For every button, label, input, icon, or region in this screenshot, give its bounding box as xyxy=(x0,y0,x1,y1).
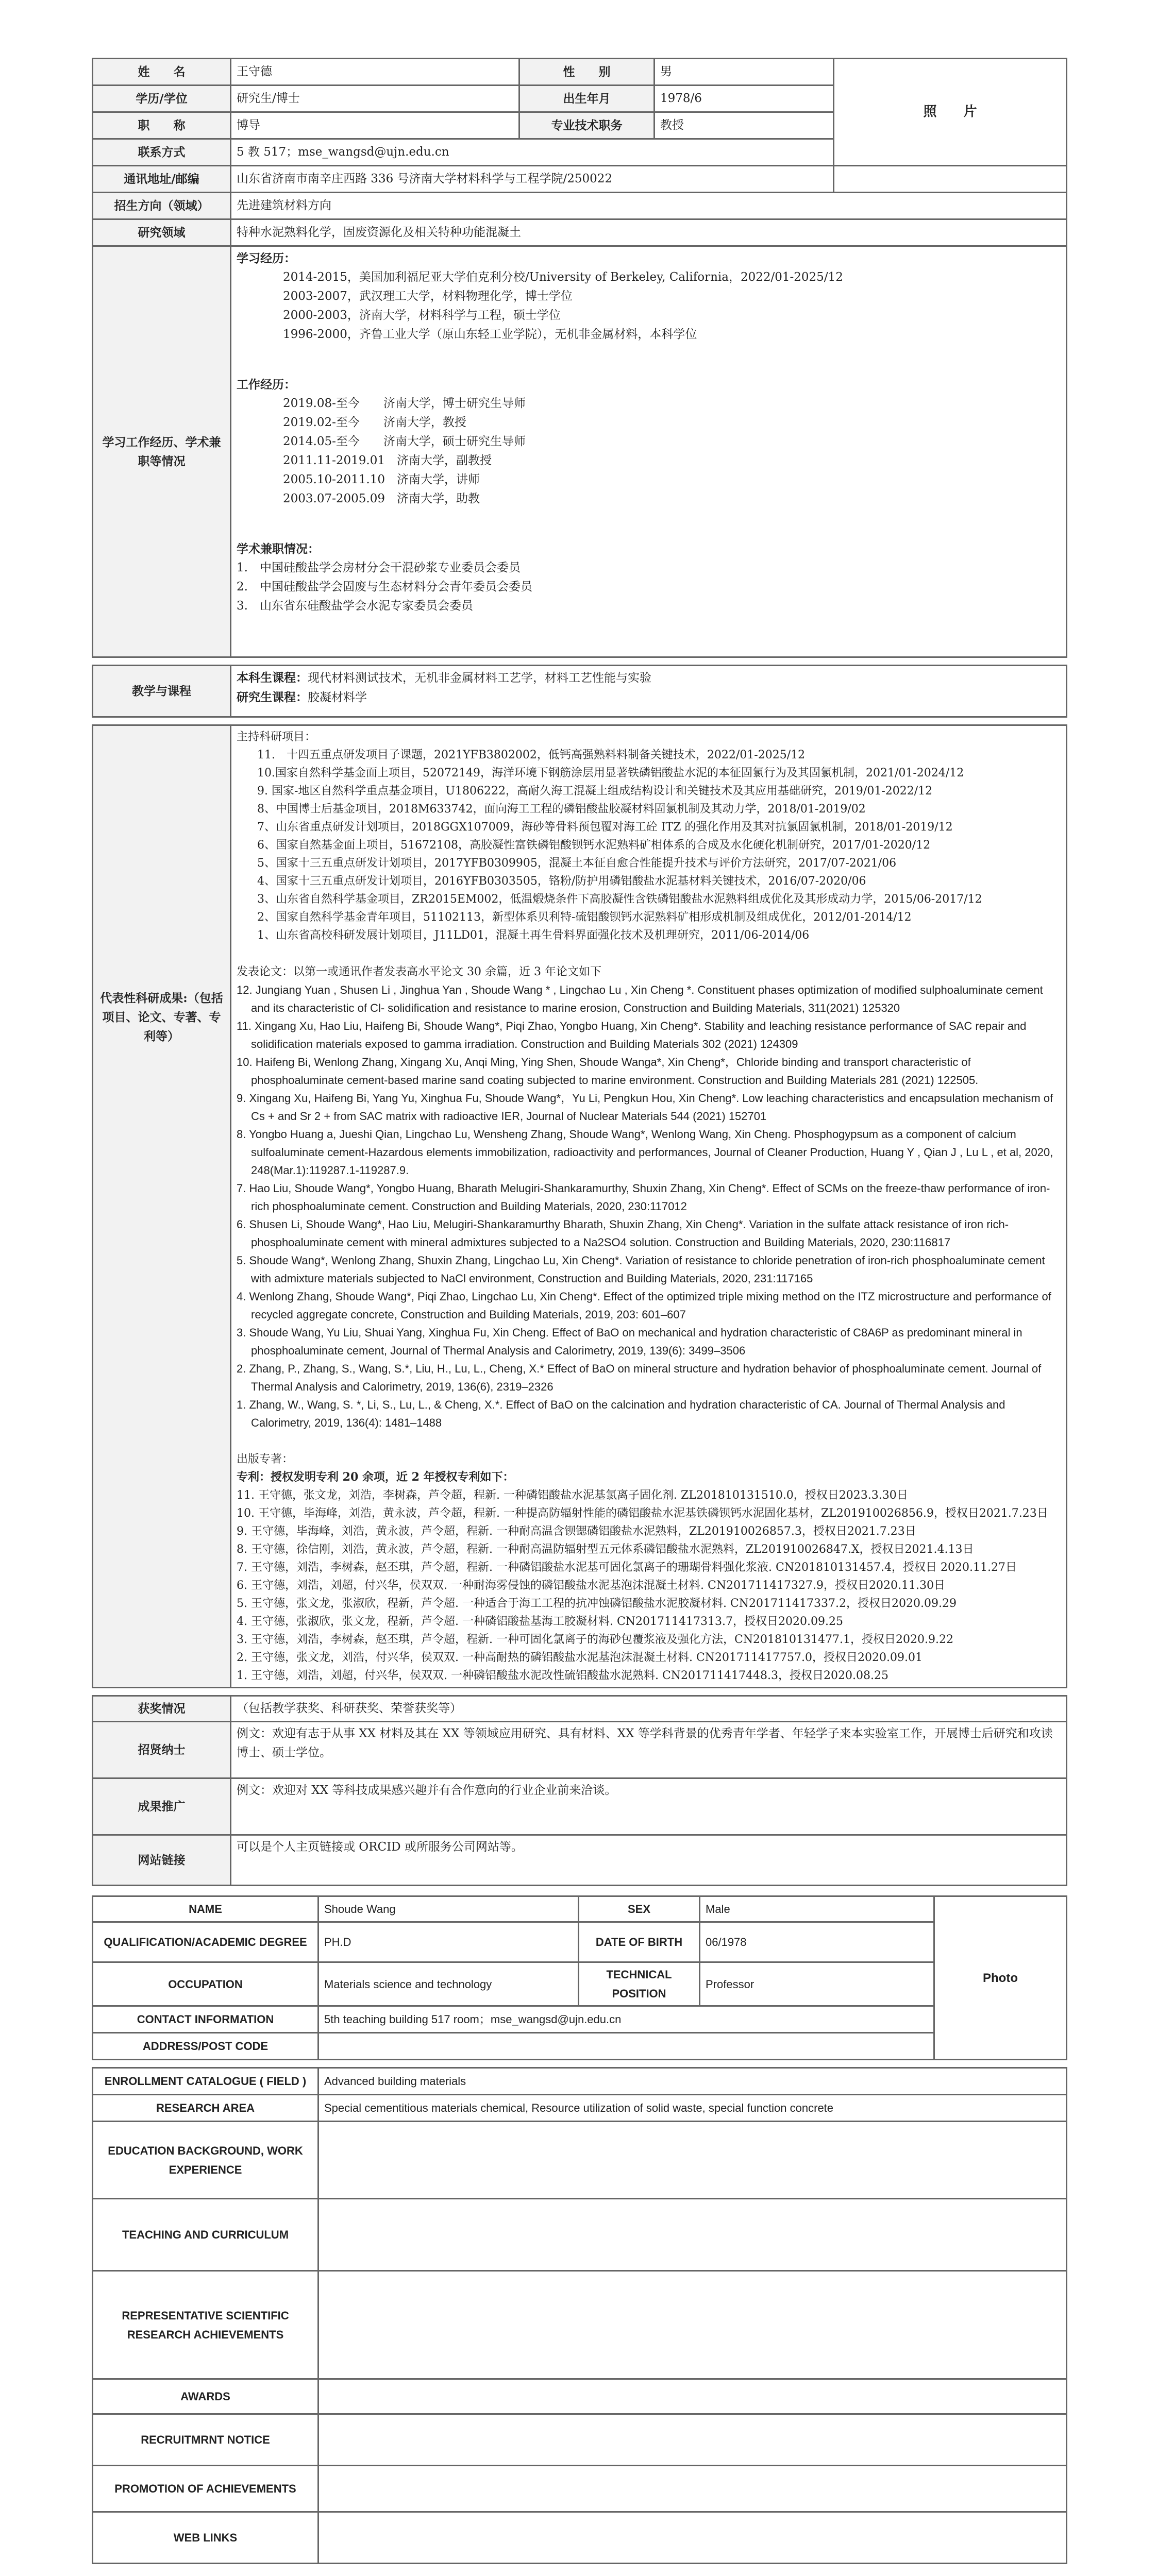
en-sex-value: Male xyxy=(700,1896,934,1922)
cn-birth-label: 出生年月 xyxy=(519,86,655,112)
en-address-value xyxy=(318,2033,934,2060)
en-achievements-value xyxy=(318,2271,1067,2379)
part-item: 1. 中国硅酸盐学会房材分会干混砂浆专业委员会委员 xyxy=(237,561,521,574)
en-links-label: WEB LINKS xyxy=(93,2512,318,2564)
study-item: 2003-2007，武汉理工大学，材料物理化学，博士学位 xyxy=(283,290,573,303)
patent-item: 4. 王守德，张淑欣，张文龙，程新，芦令超. 一种磷铝酸盐基海工胶凝材料. CN201711417313.7，授权日2020.09.25 xyxy=(237,1615,843,1628)
cn-links-label: 网站链接 xyxy=(93,1835,231,1886)
en-enroll-value: Advanced building materials xyxy=(318,2068,1067,2095)
en-teaching-value xyxy=(318,2199,1067,2271)
en-promotion-label: PROMOTION OF ACHIEVEMENTS xyxy=(93,2466,318,2512)
project-item: 11. 十四五重点研发项目子课题，2021YFB3802002，低钙高强熟料料制备关键技术，2022/01-2025/12 xyxy=(257,749,806,761)
en-education-value xyxy=(318,2122,1067,2199)
en-name-label: NAME xyxy=(93,1896,318,1922)
en-education-label: EDUCATION BACKGROUND, WORK EXPERIENCE xyxy=(93,2122,318,2199)
en-degree-label: QUALIFICATION/ACADEMIC DEGREE xyxy=(93,1922,318,1962)
cn-promotion-value: 例文：欢迎对 XX 等科技成果感兴趣并有合作意向的行业企业前来洽谈。 xyxy=(231,1778,1067,1835)
cn-degree-value: 研究生/博士 xyxy=(231,86,519,112)
cn-gender-label: 性 别 xyxy=(519,59,655,86)
project-item: 5、国家十三五重点研发计划项目，2017YFB0309905，混凝土本征自愈合性能提升技术与评价方法研究，2017/07-2021/06 xyxy=(257,857,897,870)
cn-awards-label: 获奖情况 xyxy=(93,1696,231,1722)
patent-item: 2. 王守德，张文龙，刘浩，付兴华，侯双双. 一种高耐热的磷铝酸盐水泥基泡沫混凝土材料. CN201711417757.0，授权日2020.09.01 xyxy=(237,1651,923,1664)
en-tech-label: TECHNICAL POSITION xyxy=(579,1962,700,2006)
paper-item: 9. Xingang Xu, Haifeng Bi, Yang Yu, Xinghua Fu, Shoude Wang*，Yu Li, Pengkun Hou, Xin Cheng*. Low leaching characteristics and encapsulation mechanism of Cs + and Sr 2 + from SAC matrix with radioactive IER, Journal of Nuclear Materials 544 (2021) 152701 xyxy=(237,1092,1053,1123)
part-list xyxy=(237,558,1061,616)
paper-item: 1. Zhang, W., Wang, S. *, Li, S., Lu, L., & Cheng, X.*. Effect of BaO on the calcination and hydration characteristic of CA. Journal of Thermal Analysis and Calorimetry, 2019, 136(4): 1481–1488 xyxy=(237,1398,1005,1429)
work-title: 工作经历： xyxy=(237,378,296,392)
en-contact-label: CONTACT INFORMATION xyxy=(93,2006,318,2033)
en-profile-table xyxy=(92,1895,1067,2564)
en-photo-cell: Photo xyxy=(934,1896,1067,2060)
paper-item: 10. Haifeng Bi, Wenlong Zhang, Xingang Xu, Anqi Ming, Ying Shen, Shoude Wanga*, Xin Cheng*，Chloride binding and transport characteristic of phosphoaluminate cement-based marine sand coating subjected to marine environment. Construction and Building Materials 281 (2021) 122505. xyxy=(237,1056,979,1087)
pg-courses: 胶凝材料学 xyxy=(308,691,367,704)
part-item: 3. 山东省东硅酸盐学会水泥专家委员会委员 xyxy=(237,599,473,613)
en-research-label: RESEARCH AREA xyxy=(93,2095,318,2122)
en-degree-value: PH.D xyxy=(318,1922,579,1962)
cn-promotion-label: 成果推广 xyxy=(93,1778,231,1835)
en-achievements-label: REPRESENTATIVE SCIENTIFIC RESEARCH ACHIEVEMENTS xyxy=(93,2271,318,2379)
work-item: 2011.11-2019.01 济南大学，副教授 xyxy=(283,454,492,467)
en-awards-value xyxy=(318,2379,1067,2414)
patent-item: 11. 王守德，张文龙，刘浩，李树森，芦令超，程新. 一种磷铝酸盐水泥基氯离子固化剂. ZL201810131510.0，授权日2023.3.30日 xyxy=(237,1489,908,1502)
cv-page xyxy=(92,58,1066,2564)
study-title: 学习经历： xyxy=(237,251,296,265)
cn-contact-value: 5 教 517；mse_wangsd@ujn.edu.cn xyxy=(231,139,834,166)
paper-item: 6. Shusen Li, Shoude Wang*, Hao Liu, Melugiri-Shankaramurthy Bharath, Shuxin Zhang, Xin Cheng*. Variation in the sulfate attack resistance of iron rich-phosphoaluminate cement with mineral admixtures subjected to a Na2SO4 solution. Construction and Building Materials, 2020, 230:116817 xyxy=(237,1218,1009,1249)
part-item: 2. 中国硅酸盐学会固废与生态材料分会青年委员会委员 xyxy=(237,580,532,594)
project-item: 2、国家自然科学基金青年项目，51102113，新型体系贝利特-硫铝酸钡钙水泥熟料矿相形成机制及组成优化，2012/01-2014/12 xyxy=(257,911,912,924)
patent-item: 3. 王守德，刘浩，李树森，赵丕琪，芦令超，程新. 一种可固化氯离子的海砂包覆浆液及强化方法，CN201810131477.1，授权日2020.9.22 xyxy=(237,1633,953,1646)
study-item: 2014-2015，美国加利福尼亚大学伯克利分校/University of Berkeley, California，2022/01-2025/12 xyxy=(283,270,843,284)
ug-label: 本科生课程： xyxy=(237,671,308,685)
patent-item: 9. 王守德，毕海峰，刘浩，黄永波，芦令超，程新. 一种耐高温含钡锶磷铝酸盐水泥熟料，ZL201910026857.3，授权日2021.7.23日 xyxy=(237,1525,916,1538)
projects-title: 主持科研项目： xyxy=(237,731,316,743)
project-item: 1、山东省高校科研发展计划项目，J11LD01，混凝土再生骨料界面强化技术及机理研究，2011/06-2014/06 xyxy=(257,929,810,942)
paper-item: 11. Xingang Xu, Hao Liu, Haifeng Bi, Shoude Wang*, Piqi Zhao, Yongbo Huang, Xin Cheng*. Stability and leaching resistance performance of SAC repair and solidification materials exposed to gamma irradiation. Construction and Building Materials 302 (2021) 124309 xyxy=(237,1020,1027,1050)
en-promotion-value xyxy=(318,2466,1067,2512)
papers-list xyxy=(237,981,1061,1432)
cn-enroll-value: 先进建筑材料方向 xyxy=(231,193,1067,219)
cn-profile-table xyxy=(92,58,1067,1886)
en-occupation-label: OCCUPATION xyxy=(93,1962,318,2006)
ug-courses: 现代材料测试技术，无机非金属材料工艺学，材料工艺性能与实验 xyxy=(308,671,651,685)
cn-links-value: 可以是个人主页链接或 ORCID 或所服务公司网站等。 xyxy=(231,1835,1067,1886)
cn-teaching-content xyxy=(231,666,1067,717)
cn-achievements-content xyxy=(231,725,1067,1688)
study-item: 2000-2003，济南大学，材料科学与工程，硕士学位 xyxy=(283,309,561,322)
cn-field-label: 研究领域 xyxy=(93,219,231,246)
patent-item: 6. 王守德，刘浩，刘超，付兴华，侯双双. 一种耐海雾侵蚀的磷铝酸盐水泥基泡沫混凝土材料. CN201711417327.9，授权日2020.11.30日 xyxy=(237,1579,945,1592)
work-item: 2014.05-至今 济南大学，硕士研究生导师 xyxy=(283,435,526,448)
project-item: 8、中国博士后基金项目，2018M633742，面向海工工程的磷铝酸盐胶凝材料固氯机制及其动力学，2018/01-2019/02 xyxy=(257,803,866,816)
paper-item: 8. Yongbo Huang a, Jueshi Qian, Lingchao Lu, Wensheng Zhang, Shoude Wang*, Wenlong Wang, Xin Cheng. Phosphogypsum as a component of calcium sulfoaluminate cement-Hazardous elements immobilization, radioactivity and performances, Journal of Cleaner Production, Huang Y , Qian J , Lu L , et al, 2020, 248(Mar.1):119287.1-119287.9. xyxy=(237,1128,1053,1177)
patent-item: 10. 王守德，毕海峰，刘浩，黄永波，芦令超，程新. 一种提高防辐射性能的磷铝酸盐水泥基铁磷钡钙水泥固化基材，ZL201910026856.9，授权日2021.7.23日 xyxy=(237,1507,1048,1520)
study-item: 1996-2000，齐鲁工业大学（原山东轻工业学院），无机非金属材料，本科学位 xyxy=(283,328,697,341)
en-name-value: Shoude Wang xyxy=(318,1896,579,1922)
en-recruit-value xyxy=(318,2414,1067,2466)
project-item: 3、山东省自然科学基金项目，ZR2015EM002，低温煅烧条件下高胶凝性含铁磷铝酸盐水泥熟料组成优化及其形成动力学，2015/06-2017/12 xyxy=(257,893,982,906)
work-item: 2005.10-2011.10 济南大学，讲师 xyxy=(283,473,480,486)
en-enroll-label: ENROLLMENT CATALOGUE ( FIELD ) xyxy=(93,2068,318,2095)
en-tech-value: Professor xyxy=(700,1962,934,2006)
cn-address-label: 通讯地址/邮编 xyxy=(93,166,231,193)
cn-tech-title-label: 专业技术职务 xyxy=(519,112,655,139)
paper-item: 4. Wenlong Zhang, Shoude Wang*, Piqi Zhao, Lingchao Lu, Xin Cheng*. Effect of the optimized triple mixing method on the ITZ microstructure and performance of recycled aggregate concrete, Construction and Building Materials, 2019, 203: 601–607 xyxy=(237,1290,1051,1321)
cn-empty-cell xyxy=(834,166,1067,193)
en-birth-label: DATE OF BIRTH xyxy=(579,1922,700,1962)
en-address-label: ADDRESS/POST CODE xyxy=(93,2033,318,2060)
project-item: 4、国家十三五重点研发计划项目，2016YFB0303505，铬粉/防护用磷铝酸盐水泥基材料关键技术，2016/07-2020/06 xyxy=(257,875,866,888)
cn-title-value: 博导 xyxy=(231,112,519,139)
cn-degree-label: 学历/学位 xyxy=(93,86,231,112)
paper-item: 5. Shoude Wang*, Wenlong Zhang, Shuxin Zhang, Lingchao Lu, Xin Cheng*. Variation of resistance to chloride penetration of iron-rich phosphoaluminate cement with admixture materials subjected to NaCl environment, Construction and Building Materials, 2020, 231:117165 xyxy=(237,1254,1045,1285)
paper-item: 12. Jungiang Yuan , Shusen Li , Jinghua Yan , Shoude Wang * , Lingchao Lu , Xin Cheng *. Constituent phases optimization of modified sulphoaluminate cement and its characteristic of Cl- solidification and resistance to marine erosion, Construction and Building Materials, 311(2021) 125320 xyxy=(237,984,1043,1014)
patent-item: 7. 王守德，刘浩，李树森，赵丕琪，芦令超，程新. 一种磷铝酸盐水泥基可固化氯离子的珊瑚骨料强化浆液. CN201810131457.4，授权日 2020.11.27日 xyxy=(237,1561,1017,1574)
project-item: 7、山东省重点研发计划项目，2018GGX107009，海砂等骨料预包覆对海工砼 ITZ 的强化作用及其对抗氯固氯机制，2018/01-2019/12 xyxy=(257,821,953,834)
cn-recruit-label: 招贤纳士 xyxy=(93,1722,231,1778)
cn-awards-value: （包括教学获奖、科研获奖、荣誉获奖等） xyxy=(231,1696,1067,1722)
cn-name-value: 王守德 xyxy=(231,59,519,86)
papers-intro: 发表论文：以第一或通讯作者发表高水平论文 30 余篇，近 3 年论文如下 xyxy=(237,965,601,978)
en-awards-label: AWARDS xyxy=(93,2379,318,2414)
project-item: 6、国家自然基金面上项目，51672108，高胶凝性富铁磷铝酸钡钙水泥熟料矿相体系的合成及水化硬化机制研究，2017/01-2020/12 xyxy=(257,839,931,852)
patents-title: 专利：授权发明专利 20 余项，近 2 年授权专利如下： xyxy=(237,1470,514,1484)
en-sex-label: SEX xyxy=(579,1896,700,1922)
work-item: 2003.07-2005.09 济南大学，助教 xyxy=(283,492,480,505)
cn-gender-value: 男 xyxy=(655,59,834,86)
cn-experience-content xyxy=(231,246,1067,657)
cn-contact-label: 联系方式 xyxy=(93,139,231,166)
pg-label: 研究生课程： xyxy=(237,690,308,704)
cn-name-label: 姓 名 xyxy=(93,59,231,86)
cn-title-label: 职 称 xyxy=(93,112,231,139)
en-links-value xyxy=(318,2512,1067,2564)
patents-list xyxy=(237,1486,1061,1685)
cn-field-value: 特种水泥熟料化学，固废资源化及相关特种功能混凝土 xyxy=(231,219,1067,246)
books-title: 出版专著： xyxy=(237,1453,294,1466)
en-teaching-label: TEACHING AND CURRICULUM xyxy=(93,2199,318,2271)
project-item: 10.国家自然科学基金面上项目，52072149，海洋环境下钢筋涂层用显著铁磷铝酸盐水泥的本征固氯行为及其固氯机制，2021/01-2024/12 xyxy=(257,767,964,779)
en-recruit-label: RECRUITMRNT NOTICE xyxy=(93,2414,318,2466)
study-list xyxy=(237,268,1061,344)
paper-item: 2. Zhang, P., Zhang, S., Wang, S.*, Liu, H., Lu, L., Cheng, X.* Effect of BaO on mineral structure and hydration behavior of phosphoaluminate cement. Journal of Thermal Analysis and Calorimetry, 2019, 136(6), 2319–2326 xyxy=(237,1362,1042,1393)
patent-item: 5. 王守德，张文龙，张淑欣，程新，芦令超. 一种适合于海工工程的抗冲蚀磷铝酸盐水泥胶凝材料. CN201711417337.2，授权日2020.09.29 xyxy=(237,1597,957,1610)
cn-enroll-label: 招生方向（领域） xyxy=(93,193,231,219)
paper-item: 7. Hao Liu, Shoude Wang*, Yongbo Huang, Bharath Melugiri-Shankaramurthy, Shuxin Zhang, Xin Cheng*. Effect of SCMs on the freeze-thaw performance of iron-rich phosphoaluminate cement. Construction and Building Materials, 2020, 230:117012 xyxy=(237,1182,1050,1213)
project-item: 9. 国家-地区自然科学重点基金项目，U1806222，高耐久海工混凝土组成结构设计和关键技术及其应用基础研究，2019/01-2022/12 xyxy=(257,785,933,798)
paper-item: 3. Shoude Wang, Yu Liu, Shuai Yang, Xinghua Fu, Xin Cheng. Effect of BaO on mechanical and hydration characteristic of C8A6P as predominant mineral in phosphoaluminate cement, Journal of Thermal Analysis and Calorimetry, 2019, 139(6): 3499–3506 xyxy=(237,1326,1022,1357)
cn-teaching-label: 教学与课程 xyxy=(93,666,231,717)
work-list xyxy=(237,394,1061,509)
work-item: 2019.02-至今 济南大学，教授 xyxy=(283,416,466,429)
cn-experience-label: 学习工作经历、学术兼职等情况 xyxy=(93,246,231,657)
cn-address-value: 山东省济南市南辛庄西路 336 号济南大学材料科学与工程学院/250022 xyxy=(231,166,834,193)
en-birth-value: 06/1978 xyxy=(700,1922,934,1962)
projects-list xyxy=(237,746,1061,944)
patent-item: 1. 王守德，刘浩，刘超，付兴华，侯双双. 一种磷铝酸盐水泥改性硫铝酸盐水泥熟料. CN201711417448.3，授权日2020.08.25 xyxy=(237,1669,888,1682)
work-item: 2019.08-至今 济南大学，博士研究生导师 xyxy=(283,397,526,410)
en-contact-value: 5th teaching building 517 room；mse_wangsd@ujn.edu.cn xyxy=(318,2006,934,2033)
cn-achievements-label: 代表性科研成果:（包括项目、论文、专著、专利等） xyxy=(93,725,231,1688)
en-research-value: Special cementitious materials chemical, Resource utilization of solid waste, special function concrete xyxy=(318,2095,1067,2122)
patent-item: 8. 王守德，徐信刚，刘浩，黄永波，芦令超，程新. 一种耐高温防辐射型五元体系磷铝酸盐水泥熟料，ZL201910026847.X，授权日2021.4.13日 xyxy=(237,1543,974,1556)
part-title: 学术兼职情况： xyxy=(237,542,320,556)
cn-recruit-value: 例文：欢迎有志于从事 XX 材料及其在 XX 等领域应用研究、具有材料、XX 等学科背景的优秀青年学者、年轻学子来本实验室工作，开展博士后研究和攻读博士、硕士学位。 xyxy=(231,1722,1067,1778)
en-occupation-value: Materials science and technology xyxy=(318,1962,579,2006)
cn-birth-value: 1978/6 xyxy=(655,86,834,112)
cn-photo-cell: 照 片 xyxy=(834,59,1067,166)
cn-tech-title-value: 教授 xyxy=(655,112,834,139)
